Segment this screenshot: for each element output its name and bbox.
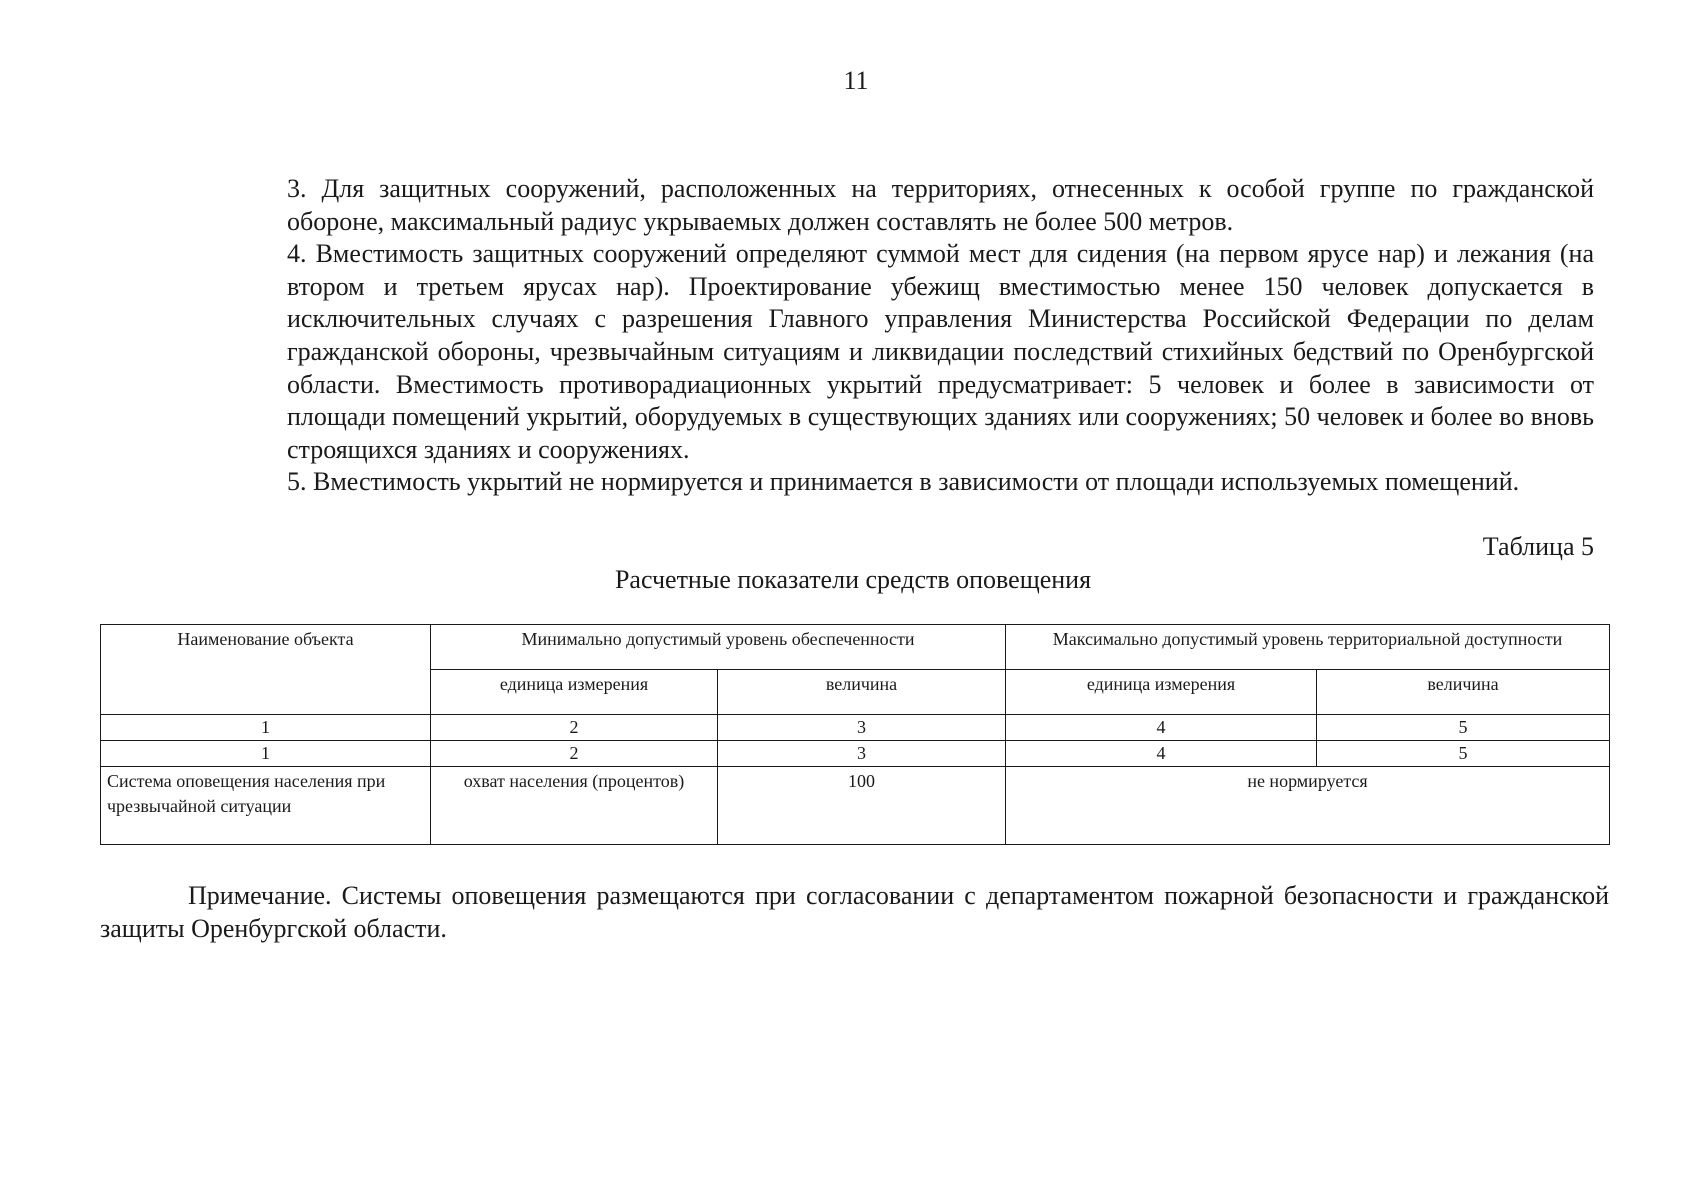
header-min-level: Минимально допустимый уровень обеспеченности [431,625,1006,670]
column-number: 2 [431,715,718,741]
column-number: 3 [718,715,1006,741]
table-caption: Таблица 5 [1482,532,1594,561]
column-number: 4 [1006,741,1317,767]
cell-value: 100 [718,767,1006,845]
column-number: 4 [1006,715,1317,741]
table-title: Расчетные показатели средств оповещения [614,565,1092,594]
paragraph-4: 4. Вместимость защитных сооружений определяют суммой мест для сидения (на первом ярусе нар) и лежания (на втором и третьем ярусах нар). Проектирование убежищ вместимостью менее 150 человек допускается в исключительных случаях с разрешения Главного управления Министерства Российской Федерации по делам гражданской обороны, чрезвычайным ситуациям и ликвидации последствий стихийных бедствий по Оренбургской области. Вместимость противорадиационных укрытий предусматривает: 5 человек и более в зависимости от площади помещений укрытий, оборудуемых в существующих зданиях или сооружениях; 50 человек и более во вновь строящихся зданиях и сооружениях. [287,239,1594,464]
page-number: 11 [843,66,869,95]
paragraph-5: 5. Вместимость укрытий не нормируется и принимается в зависимости от площади используемых помещений. [287,467,1520,497]
cell-max-level: не нормируется [1006,767,1610,845]
table-row [101,767,1610,845]
header-unit-max: единица измерения [1006,670,1317,715]
column-number: 5 [1317,741,1610,767]
column-number: 2 [431,741,718,767]
table-number-row [101,715,1610,741]
cell-object: Система оповещения населения при чрезвычайной ситуации [101,767,431,845]
column-number: 1 [101,741,431,767]
header-value-max: величина [1317,670,1610,715]
notification-table [100,624,1610,845]
header-unit-min: единица измерения [431,670,718,715]
table-header-row [101,625,1610,670]
column-number: 5 [1317,715,1610,741]
column-number: 3 [718,741,1006,767]
header-max-level: Максимально допустимый уровень территориальной доступности [1006,625,1610,670]
paragraph-3: 3. Для защитных сооружений, расположенных на территориях, отнесенных к особой группе по гражданской обороне, максимальный радиус укрываемых должен составлять не более 500 метров. [287,174,1594,236]
header-object-name: Наименование объекта [101,625,431,715]
note: Примечание. Системы оповещения размещаются при согласовании с департаментом пожарной безопасности и гражданской защиты Оренбургской области. [100,881,1609,943]
header-value-min: величина [718,670,1006,715]
cell-unit: охват населения (процентов) [431,767,718,845]
table-number-row [101,741,1610,767]
column-number: 1 [101,715,431,741]
body-text [287,173,1594,499]
